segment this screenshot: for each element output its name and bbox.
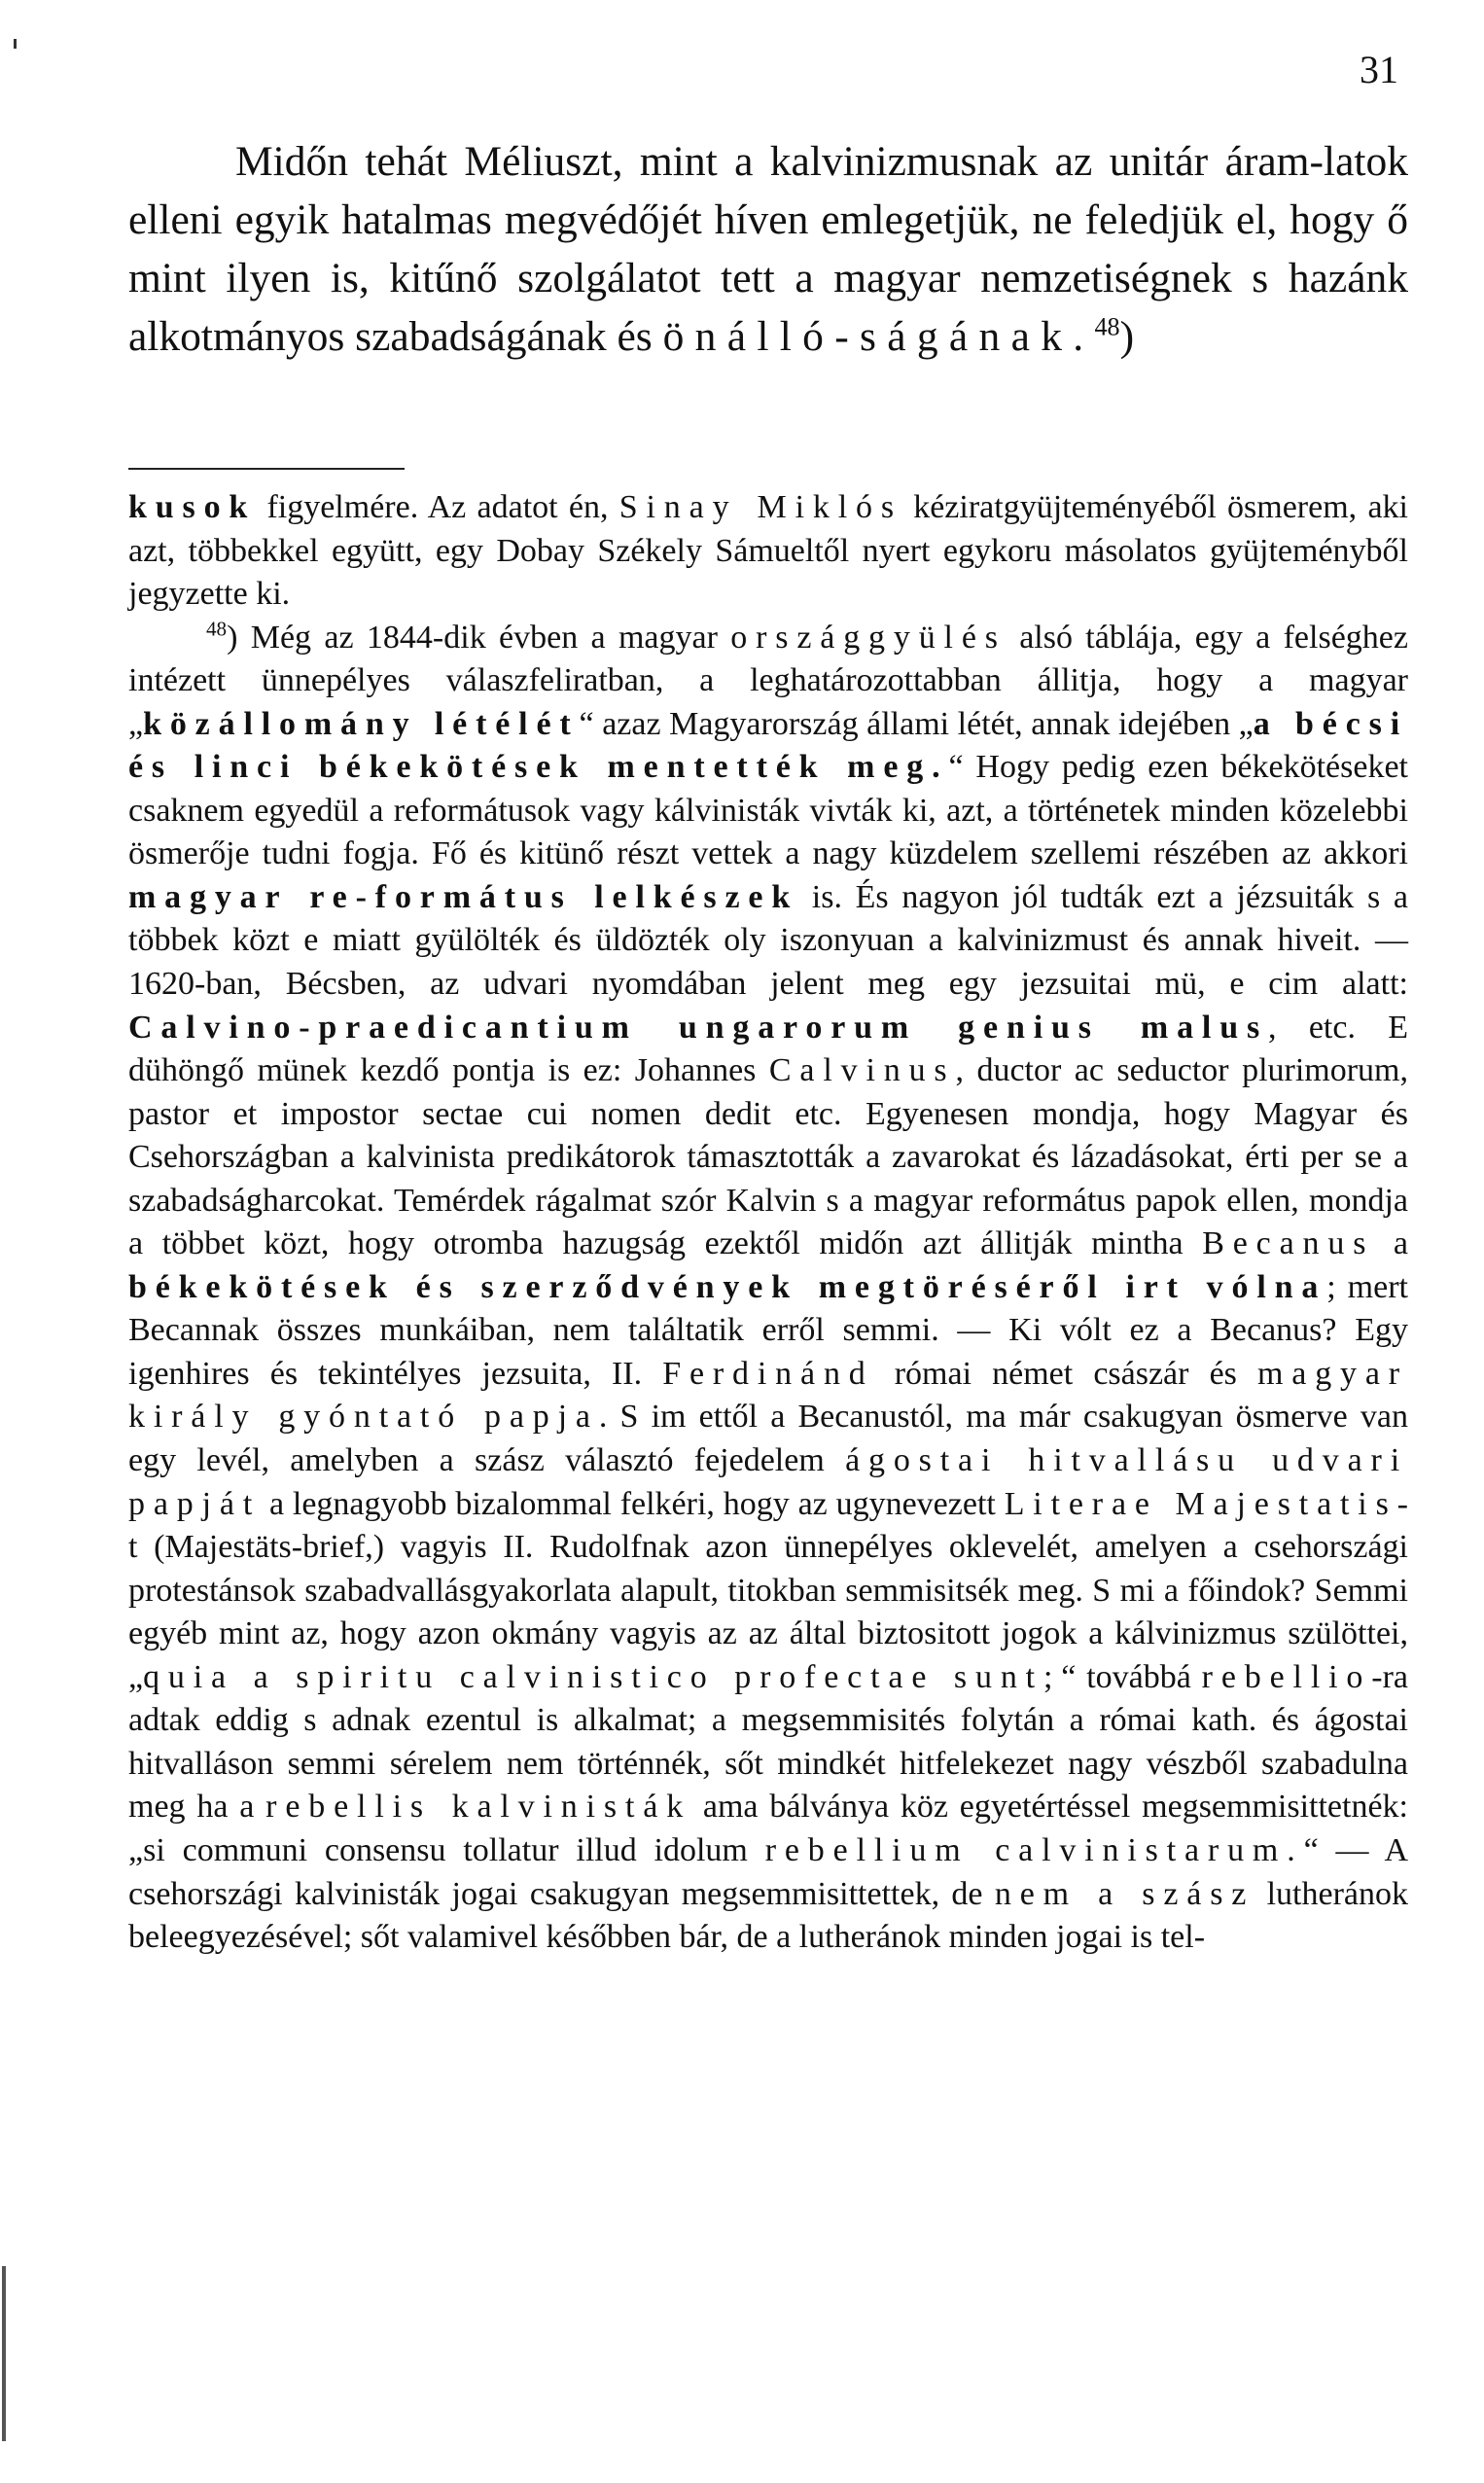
- footnote-text: alsó táblája, egy a felséghez intézett ünnepélyes válaszfeliratban, a leghatározottabban állitja, hogy a magyar „: [128, 619, 1408, 742]
- footnote-emphasis: quia a spiritu calvinistico profectae sunt;: [143, 1658, 1062, 1695]
- footnote-text: római német császár és: [873, 1355, 1257, 1392]
- footnote-text: figyelmére. Az adatot én,: [256, 489, 619, 525]
- main-text: Midőn tehát Méliuszt, mint a kalvinizmusnak az unitár áram-latok elleni egyik hatalmas megvédőjét híven emlegetjük, ne feledjük el, hogy ő mint ilyen is, kitűnő szolgálatot tett a magyar nemzetiségnek s hazánk alkotmányos szabadságának és: [128, 138, 1408, 360]
- main-text-end: ): [1119, 313, 1135, 360]
- footnote-mark: 48: [206, 617, 228, 641]
- footnote-emphasis: országgyülés: [730, 619, 1007, 656]
- scan-edge-mark-bottom: [2, 2266, 6, 2441]
- footnote-emphasis: magyar király gyóntató papja: [128, 1355, 1408, 1436]
- footnote-text: kéziratgyüjteményéből ösmerem, aki azt, többekkel együtt, egy Dobay Székely Sámueltől nyert egykoru másolatos gyüjteményből jegyzette ki.: [128, 489, 1408, 613]
- footnote-text: ) Még az 1844-dik évben a magyar: [227, 619, 731, 656]
- footnote-name: Sinay Miklós: [618, 489, 902, 525]
- footnote-emphasis: a bécsi és linci békekötések mentették meg.: [128, 705, 1408, 786]
- footnote-text: , ductor ac seductor plurimorum, pastor et impostor sectae cui nomen dedit etc. Egyenesen mondja, hogy Magyar és Csehországban a kalvinista predikátorok támasztották a zavarokat és lázadásokat, érti per se a szabadságharcokat. Temérdek rágalmat szór Kalvin s a magyar református papok ellen, mondja a többet közt, hogy otromba hazugság ezektől midőn azt állitják mintha: [128, 1052, 1408, 1262]
- footnote-emphasis: magyar re-formátus lelkészek: [128, 878, 799, 915]
- footnote-text: . S im ettől a Becanustól, ma már csakugyan ösmerve van egy levél, amelyben a szász választó fejedelem: [128, 1399, 1408, 1479]
- footnote-text: “ — A csehországi kalvinisták jogai csakugyan megsemmisittettek, de: [128, 1831, 1408, 1912]
- footnotes: [128, 486, 1408, 1960]
- footnote-emphasis: ágostai hitvallásu udvari papját: [128, 1442, 1408, 1522]
- page-number: 31: [1360, 48, 1398, 91]
- scan-edge-mark-top: [14, 39, 17, 49]
- footnote-emphasis: rebellium calvinistarum.: [764, 1831, 1304, 1868]
- footnote-text: -t (Majestäts-brief,) vagyis II. Rudolfnak azon ünnepélyes oklevelét, amelyen a csehországi protestánsok szabadvallásgyakorlata alapult, titokban semmisitsék meg. S mi a főindok? Semmi egyéb mint az, hogy azon okmány vagyis az az által biztositott jogok a kálvinizmus szülöttei, „: [128, 1485, 1408, 1695]
- footnote-emphasis: békekötések és szerződvények megtöréséről irt vólna: [128, 1268, 1327, 1305]
- footnote-text: “ továbbá: [1061, 1658, 1202, 1695]
- footnote-emphasis: közállomány létélét: [143, 705, 580, 742]
- footnote-text: ; mert Becannak összes munkáiban, nem találtatik erről semmi. — Ki vólt ez a Becanus? Egy igenhires és tekintélyes jezsuita, II.: [128, 1268, 1408, 1392]
- footnote-text: lutheránok beleegyezésével; sőt valamivel későbben bár, de a lutheránok minden jogai is tel-: [128, 1875, 1409, 1956]
- footnote-emphasis: rebellio: [1201, 1658, 1372, 1695]
- footnote-emphasis: Calvino-praedicantium ungarorum genius malus: [128, 1009, 1269, 1046]
- footnote-continued: [128, 486, 1408, 617]
- footnote-text: a legnagyobb bizalommal felkéri, hogy az ugynevezett: [261, 1485, 1005, 1522]
- footnote-text: a: [1374, 1225, 1409, 1262]
- footnote-separator-rule: [128, 468, 405, 470]
- main-emphasis: önálló-ságának.: [662, 313, 1095, 360]
- footnote-emphasis: Literae Majestatis: [1004, 1485, 1397, 1522]
- footnote-text: ama bálványa köz egyetértéssel megsemmisittetnék: „si communi consensu tollatur illud idolum: [128, 1789, 1409, 1868]
- footnote-text: “ Hogy pedig ezen békekötéseket csaknem egyedül a reformátusok vagy kálvinisták vivták ki, azt, a történetek minden közelebbi ösmerője tudni fogja. Fő és kitünő részt vettek a nagy küzdelem szellemi részében az akkori: [128, 749, 1408, 872]
- footnote-48: [128, 617, 1408, 1960]
- footnote-emphasis: Ferdinánd: [662, 1355, 874, 1392]
- footnote-emphasis: Becanus: [1202, 1225, 1375, 1262]
- footnote-reference: 48: [1094, 312, 1120, 341]
- footnote-emphasis: rebellis kalvinisták: [265, 1789, 692, 1826]
- main-paragraph: [128, 132, 1408, 366]
- footnote-emphasis: nem a szász: [994, 1875, 1255, 1912]
- footnote-emphasis: kusok: [128, 489, 257, 525]
- footnote-text: is. És nagyon jól tudták ezt a jézsuiták s a többek közt e miatt gyülölték és üldözték oly iszonyuan a kalvinizmust és annak hiveit. — 1620-ban, Bécsben, az udvari nyomdában jelent meg egy jezsuitai mü, e cim alatt:: [128, 878, 1408, 1003]
- footnote-text: , etc. E dühöngő münek kezdő pontja is ez: Johannes: [128, 1009, 1408, 1089]
- footnote-text: “ azaz Magyarország állami létét, annak idejében „: [579, 705, 1254, 742]
- footnote-emphasis: Calvinus: [768, 1052, 956, 1089]
- footnote-text: -ra adtak eddig s adnak ezentul is alkalmat; a megsemmisités folytán a római kath. és ágostai hitvalláson semmi sérelem nem történnék, sőt mindkét hitfelekezet nagy vészből szabadulna meg ha a: [128, 1658, 1408, 1826]
